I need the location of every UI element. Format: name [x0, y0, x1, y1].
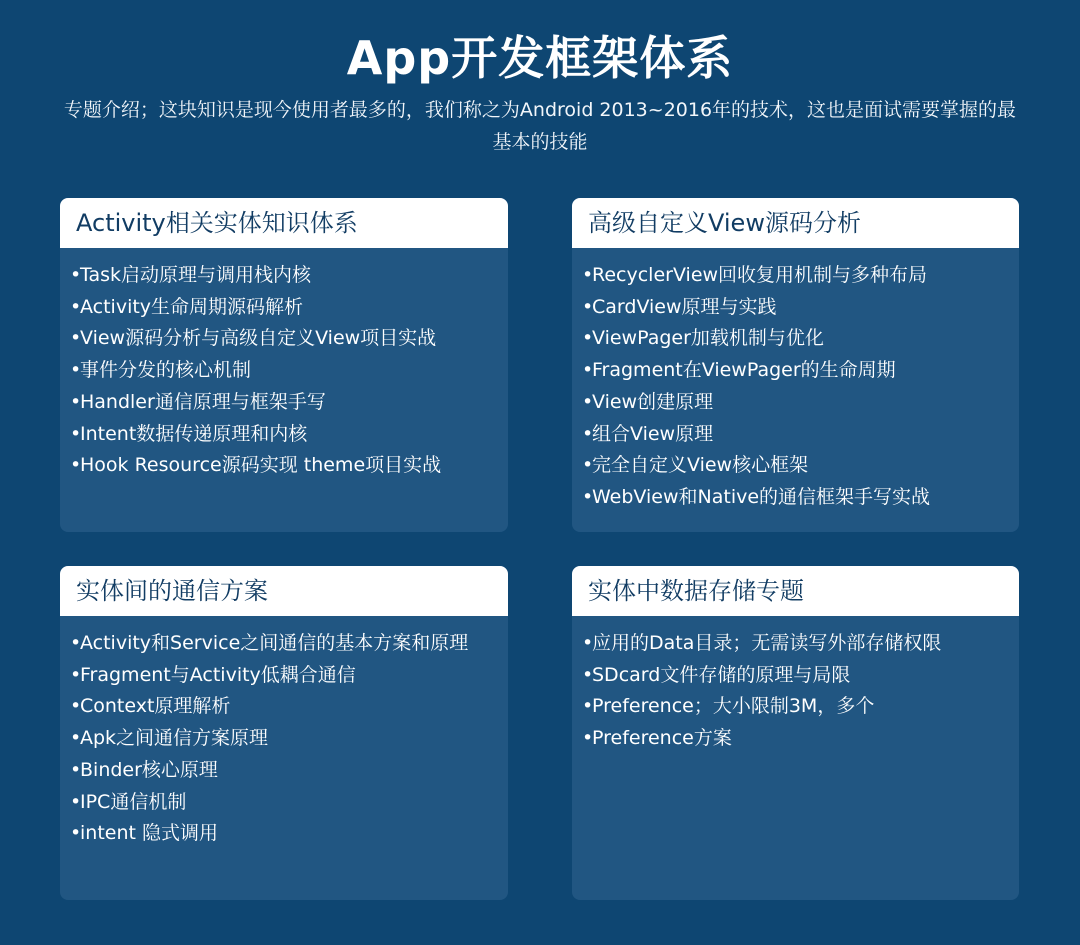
list-item: • Fragment与Activity低耦合通信 [70, 660, 490, 692]
list-item: • SDcard文件存储的原理与局限 [582, 660, 1001, 692]
section-title: 实体中数据存储专题 [572, 566, 1019, 616]
list-item: • 应用的Data目录；无需读写外部存储权限 [582, 628, 1001, 660]
list-item: • Task启动原理与调用栈内核 [70, 260, 490, 292]
section-title: Activity相关实体知识体系 [60, 198, 508, 248]
list-item: • Preference方案 [582, 723, 1001, 755]
list-item: • intent 隐式调用 [70, 818, 490, 850]
list-item: • Activity生命周期源码解析 [70, 292, 490, 324]
section-list [60, 260, 508, 482]
section-title: 实体间的通信方案 [60, 566, 508, 616]
list-item: • Context原理解析 [70, 691, 490, 723]
list-item: • Apk之间通信方案原理 [70, 723, 490, 755]
list-item: • Binder核心原理 [70, 755, 490, 787]
list-item: • WebView和Native的通信框架手写实战 [582, 482, 1001, 514]
list-item: • IPC通信机制 [70, 787, 490, 819]
list-item: • Handler通信原理与框架手写 [70, 387, 490, 419]
section-card-communication [60, 566, 508, 900]
list-item: • 事件分发的核心机制 [70, 355, 490, 387]
section-card-custom-view [572, 198, 1019, 532]
page-title: App开发框架体系 [346, 31, 734, 85]
list-item: • CardView原理与实践 [582, 292, 1001, 324]
list-item: • 组合View原理 [582, 419, 1001, 451]
list-item: • Hook Resource源码实现 theme项目实战 [70, 450, 490, 482]
list-item: • View创建原理 [582, 387, 1001, 419]
list-item: • ViewPager加载机制与优化 [582, 323, 1001, 355]
section-list [572, 628, 1019, 755]
list-item: • Activity和Service之间通信的基本方案和原理 [70, 628, 490, 660]
intro-text: 专题介绍；这块知识是现今使用者最多的，我们称之为Android 2013~2016年的技术，这也是面试需要掌握的最基本的技能 [63, 99, 1017, 153]
section-card-activity [60, 198, 508, 532]
list-item: • Intent数据传递原理和内核 [70, 419, 490, 451]
list-item: • RecyclerView回收复用机制与多种布局 [582, 260, 1001, 292]
section-title: 高级自定义View源码分析 [572, 198, 1019, 248]
list-item: • 完全自定义View核心框架 [582, 450, 1001, 482]
list-item: • Fragment在ViewPager的生命周期 [582, 355, 1001, 387]
list-item: • Preference；大小限制3M，多个 [582, 691, 1001, 723]
section-card-storage [572, 566, 1019, 900]
list-item: • View源码分析与高级自定义View项目实战 [70, 323, 490, 355]
section-list [572, 260, 1019, 514]
section-list [60, 628, 508, 850]
